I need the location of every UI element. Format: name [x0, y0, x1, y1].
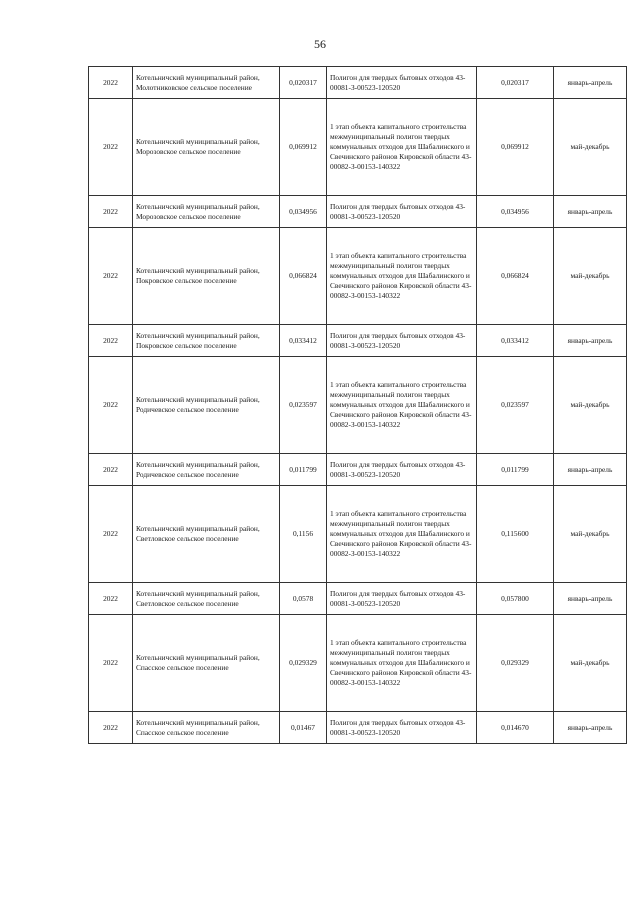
- waste-transport-table: [88, 66, 627, 744]
- period-cell: январь-апрель: [554, 196, 627, 228]
- period-cell: январь-апрель: [554, 583, 627, 615]
- year-cell: 2022: [89, 99, 133, 196]
- volume-cell: 0,014670: [477, 712, 554, 744]
- year-cell: 2022: [89, 228, 133, 325]
- quantity-cell: 0,0578: [280, 583, 327, 615]
- disposal-object-cell: Полигон для твердых бытовых отходов 43-00081-З-00523-120520: [327, 67, 477, 99]
- municipality-cell: Котельничский муниципальный район, Покровское сельское поселение: [133, 325, 280, 357]
- table-row: [89, 454, 627, 486]
- quantity-cell: 0,020317: [280, 67, 327, 99]
- municipality-cell: Котельничский муниципальный район, Спасское сельское поселение: [133, 712, 280, 744]
- municipality-cell: Котельничский муниципальный район, Морозовское сельское поселение: [133, 99, 280, 196]
- table-row: [89, 67, 627, 99]
- disposal-object-cell: 1 этап объекта капитального строительства межмуниципальный полигон твердых коммунальных отходов для Шабалинского и Свечинского районов Кировской области 43-00082-З-00153-140322: [327, 615, 477, 712]
- quantity-cell: 0,023597: [280, 357, 327, 454]
- volume-cell: 0,023597: [477, 357, 554, 454]
- volume-cell: 0,069912: [477, 99, 554, 196]
- table-row: [89, 228, 627, 325]
- disposal-object-cell: 1 этап объекта капитального строительства межмуниципальный полигон твердых коммунальных отходов для Шабалинского и Свечинского районов Кировской области 43-00082-З-00153-140322: [327, 228, 477, 325]
- quantity-cell: 0,033412: [280, 325, 327, 357]
- period-cell: январь-апрель: [554, 712, 627, 744]
- quantity-cell: 0,029329: [280, 615, 327, 712]
- quantity-cell: 0,034956: [280, 196, 327, 228]
- period-cell: май-декабрь: [554, 99, 627, 196]
- disposal-object-cell: Полигон для твердых бытовых отходов 43-00081-З-00523-120520: [327, 196, 477, 228]
- year-cell: 2022: [89, 486, 133, 583]
- page-number: 56: [314, 37, 326, 51]
- disposal-object-cell: 1 этап объекта капитального строительства межмуниципальный полигон твердых коммунальных отходов для Шабалинского и Свечинского районов Кировской области 43-00082-З-00153-140322: [327, 357, 477, 454]
- disposal-object-cell: Полигон для твердых бытовых отходов 43-00081-З-00523-120520: [327, 325, 477, 357]
- period-cell: май-декабрь: [554, 228, 627, 325]
- year-cell: 2022: [89, 196, 133, 228]
- disposal-object-cell: Полигон для твердых бытовых отходов 43-00081-З-00523-120520: [327, 712, 477, 744]
- municipality-cell: Котельничский муниципальный район, Родичевское сельское поселение: [133, 454, 280, 486]
- volume-cell: 0,029329: [477, 615, 554, 712]
- table-row: [89, 712, 627, 744]
- table-row: [89, 615, 627, 712]
- quantity-cell: 0,011799: [280, 454, 327, 486]
- municipality-cell: Котельничский муниципальный район, Молотниковское сельское поселение: [133, 67, 280, 99]
- year-cell: 2022: [89, 325, 133, 357]
- volume-cell: 0,034956: [477, 196, 554, 228]
- volume-cell: 0,033412: [477, 325, 554, 357]
- year-cell: 2022: [89, 454, 133, 486]
- volume-cell: 0,057800: [477, 583, 554, 615]
- municipality-cell: Котельничский муниципальный район, Морозовское сельское поселение: [133, 196, 280, 228]
- table-row: [89, 196, 627, 228]
- municipality-cell: Котельничский муниципальный район, Спасское сельское поселение: [133, 615, 280, 712]
- table-row: [89, 99, 627, 196]
- volume-cell: 0,115600: [477, 486, 554, 583]
- period-cell: январь-апрель: [554, 325, 627, 357]
- year-cell: 2022: [89, 357, 133, 454]
- table-row: [89, 583, 627, 615]
- table-row: [89, 357, 627, 454]
- year-cell: 2022: [89, 712, 133, 744]
- period-cell: январь-апрель: [554, 67, 627, 99]
- municipality-cell: Котельничский муниципальный район, Светловское сельское поселение: [133, 486, 280, 583]
- disposal-object-cell: 1 этап объекта капитального строительства межмуниципальный полигон твердых коммунальных отходов для Шабалинского и Свечинского районов Кировской области 43-00082-З-00153-140322: [327, 486, 477, 583]
- disposal-object-cell: Полигон для твердых бытовых отходов 43-00081-З-00523-120520: [327, 583, 477, 615]
- year-cell: 2022: [89, 583, 133, 615]
- period-cell: май-декабрь: [554, 357, 627, 454]
- table-row: [89, 325, 627, 357]
- quantity-cell: 0,1156: [280, 486, 327, 583]
- period-cell: январь-апрель: [554, 454, 627, 486]
- year-cell: 2022: [89, 67, 133, 99]
- period-cell: май-декабрь: [554, 486, 627, 583]
- quantity-cell: 0,069912: [280, 99, 327, 196]
- quantity-cell: 0,066824: [280, 228, 327, 325]
- volume-cell: 0,011799: [477, 454, 554, 486]
- quantity-cell: 0,01467: [280, 712, 327, 744]
- volume-cell: 0,066824: [477, 228, 554, 325]
- municipality-cell: Котельничский муниципальный район, Покровское сельское поселение: [133, 228, 280, 325]
- volume-cell: 0,020317: [477, 67, 554, 99]
- municipality-cell: Котельничский муниципальный район, Светловское сельское поселение: [133, 583, 280, 615]
- table-row: [89, 486, 627, 583]
- disposal-object-cell: Полигон для твердых бытовых отходов 43-00081-З-00523-120520: [327, 454, 477, 486]
- table-body: [89, 67, 627, 744]
- municipality-cell: Котельничский муниципальный район, Родичевское сельское поселение: [133, 357, 280, 454]
- period-cell: май-декабрь: [554, 615, 627, 712]
- disposal-object-cell: 1 этап объекта капитального строительства межмуниципальный полигон твердых коммунальных отходов для Шабалинского и Свечинского районов Кировской области 43-00082-З-00153-140322: [327, 99, 477, 196]
- year-cell: 2022: [89, 615, 133, 712]
